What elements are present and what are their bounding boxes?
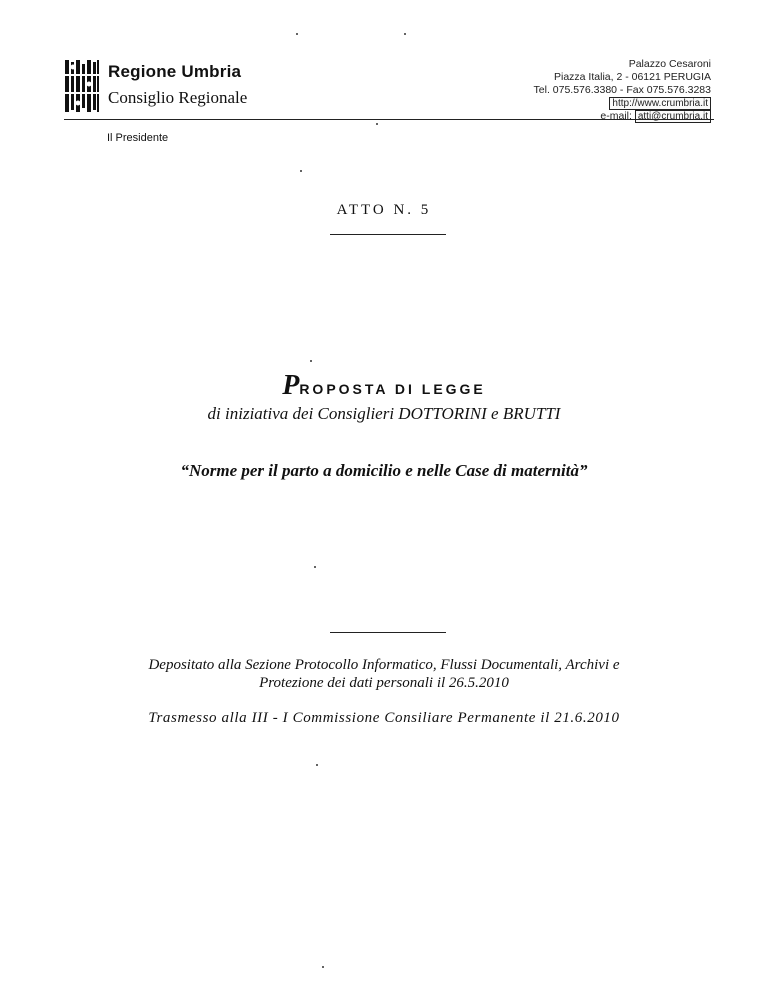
divider-short-bottom [330, 632, 446, 633]
scan-speck [300, 170, 302, 172]
address-building: Palazzo Cesaroni [628, 58, 711, 70]
law-title: “Norme per il parto a domicilio e nelle Case di maternità” [180, 461, 588, 480]
deposito-note [0, 656, 768, 692]
scan-speck [296, 33, 298, 35]
regione-umbria-logo [64, 58, 100, 114]
website-link[interactable]: http://www.crumbria.it [609, 97, 711, 110]
deposito-line-1: Depositato alla Sezione Protocollo Informatico, Flussi Documentali, Archivi e [148, 657, 620, 673]
iniziativa-line: di iniziativa dei Consiglieri DOTTORINI e BRUTTI [207, 404, 561, 423]
scan-speck [310, 360, 312, 362]
address-phone: Tel. 075.576.3380 - Fax 075.576.3283 [533, 84, 711, 96]
trasmesso-note: Trasmesso alla III - I Commissione Consiliare Permanente il 21.6.2010 [148, 710, 620, 726]
email-label: e-mail: [600, 110, 632, 122]
proposta-heading [0, 370, 768, 402]
address-block [534, 58, 711, 123]
proposta-initial: P [282, 370, 300, 401]
address-street: Piazza Italia, 2 - 06121 PERUGIA [554, 71, 711, 83]
scan-speck [404, 33, 406, 35]
scan-speck [314, 566, 316, 568]
atto-number: ATTO N. 5 [336, 202, 432, 218]
president-label: Il Presidente [107, 132, 169, 144]
org-subtitle: Consiglio Regionale [108, 88, 248, 107]
scan-speck [322, 966, 324, 968]
scan-speck [376, 123, 378, 125]
email-link[interactable]: atti@crumbria.it [635, 110, 711, 123]
org-name: Regione Umbria [108, 62, 242, 81]
header-divider [64, 119, 714, 120]
divider-short-top [330, 234, 446, 235]
scan-speck [316, 764, 318, 766]
deposito-line-2: Protezione dei dati personali il 26.5.2010 [259, 675, 509, 691]
proposta-rest: ROPOSTA DI LEGGE [299, 381, 486, 397]
